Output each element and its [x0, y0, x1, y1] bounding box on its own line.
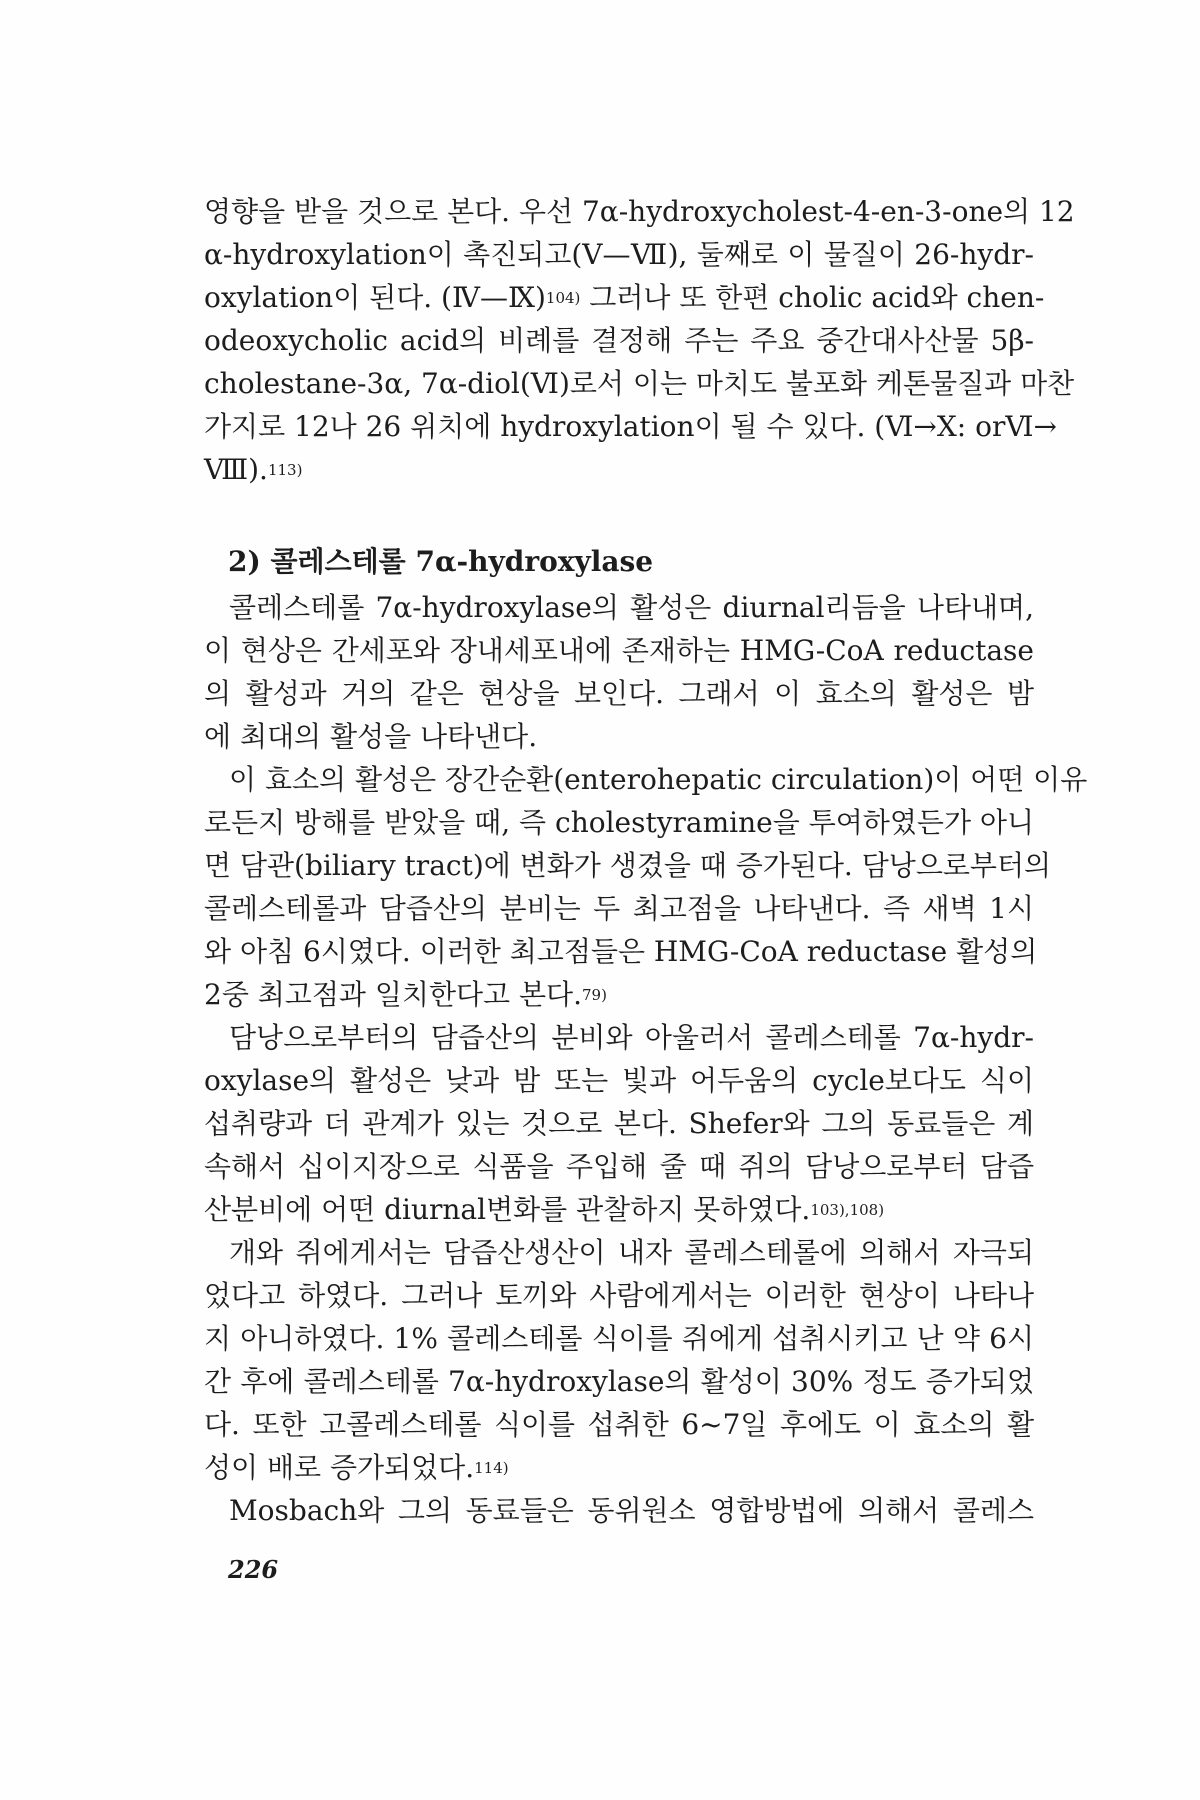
text-line: [204, 448, 1034, 491]
paragraph-3: [204, 758, 1088, 1016]
text-line: [204, 973, 1034, 1016]
text-segment: 그러나 또 한편 cholic acid와 chen-: [580, 281, 1045, 314]
text-line: cholestane-3α, 7α-diol(Ⅵ)로서 이는 마치도 불포화 케톤물질과 마찬: [204, 367, 1075, 400]
text-line: 었다고 하였다. 그러나 토끼와 사람에게서는 이러한 현상이 나타나: [204, 1279, 1034, 1312]
text-line: 에 최대의 활성을 나타낸다.: [204, 720, 538, 753]
text-line: 속해서 십이지장으로 식품을 주입해 줄 때 쥐의 담낭으로부터 담즙: [204, 1150, 1034, 1183]
page-number: 226: [228, 1555, 279, 1584]
text-line: Mosbach와 그의 동료들은 동위원소 영합방법에 의해서 콜레스: [229, 1494, 1034, 1527]
section-heading: 2) 콜레스테롤 7α-hydroxylase: [228, 545, 654, 578]
text-line: odeoxycholic acid의 비례를 결정해 주는 주요 중간대사산물 5β-: [204, 324, 1034, 357]
text-segment: 2중 최고점과 일치한다고 본다.: [204, 978, 582, 1011]
text-line: [204, 1188, 1034, 1231]
paragraph-5: [204, 1231, 1034, 1489]
paragraph-6: [204, 1489, 1034, 1532]
text-segment: 산분비에 어떤 diurnal변화를 관찰하지 못하였다.: [204, 1193, 811, 1226]
citation: 103),108): [810, 1201, 885, 1219]
text-line: 의 활성과 거의 같은 현상을 보인다. 그래서 이 효소의 활성은 밤: [204, 677, 1034, 710]
text-line: 로든지 방해를 받았을 때, 즉 cholestyramine을 투여하였든가 아니: [204, 806, 1034, 839]
citation: 114): [474, 1459, 509, 1477]
text-line: 가지로 12나 26 위치에 hydroxylation이 될 수 있다. (Ⅵ→X: orⅥ→: [204, 410, 1057, 443]
paragraph-2: [204, 586, 1034, 758]
citation: 79): [582, 986, 607, 1004]
text-segment: oxylation이 된다. (Ⅳ—Ⅸ): [204, 281, 546, 314]
text-line: 다. 또한 고콜레스테롤 식이를 섭취한 6~7일 후에도 이 효소의 활: [204, 1408, 1034, 1441]
text-line: oxylase의 활성은 낮과 밤 또는 빛과 어두움의 cycle보다도 식이: [204, 1064, 1034, 1097]
text-line: [204, 276, 1045, 319]
paragraph-1: [204, 190, 1075, 491]
text-line: 이 현상은 간세포와 장내세포내에 존재하는 HMG-CoA reductase: [204, 634, 1034, 667]
text-line: 담낭으로부터의 담즙산의 분비와 아울러서 콜레스테롤 7α-hydr-: [229, 1021, 1034, 1054]
text-line: 섭취량과 더 관계가 있는 것으로 본다. Shefer와 그의 동료들은 계: [204, 1107, 1034, 1140]
text-line: 이 효소의 활성은 장간순환(enterohepatic circulation)이 어떤 이유: [229, 763, 1088, 796]
citation: 113): [267, 461, 303, 479]
text-line: 개와 쥐에게서는 담즙산생산이 내자 콜레스테롤에 의해서 자극되: [229, 1236, 1034, 1269]
text-line: 영향을 받을 것으로 본다. 우선 7α-hydroxycholest-4-en-3-one의 12: [204, 195, 1075, 228]
text-line: 콜레스테롤과 담즙산의 분비는 두 최고점을 나타낸다. 즉 새벽 1시: [204, 892, 1034, 925]
text-line: 지 아니하였다. 1% 콜레스테롤 식이를 쥐에게 섭취시키고 난 약 6시: [204, 1322, 1034, 1355]
text-line: [204, 1446, 1034, 1489]
text-line: α-hydroxylation이 촉진되고(V—Ⅶ), 둘째로 이 물질이 26-hydr-: [204, 238, 1034, 271]
text-line: 콜레스테롤 7α-hydroxylase의 활성은 diurnal리듬을 나타내며,: [229, 591, 1034, 624]
text-line: 간 후에 콜레스테롤 7α-hydroxylase의 활성이 30% 정도 증가되었: [204, 1365, 1034, 1398]
text-segment: 성이 배로 증가되었다.: [204, 1451, 475, 1484]
citation: 104): [545, 289, 581, 307]
text-line: 면 담관(biliary tract)에 변화가 생겼을 때 증가된다. 담낭으로부터의: [204, 849, 1052, 882]
text-segment: Ⅷ).: [204, 453, 268, 486]
paragraph-4: [204, 1016, 1034, 1231]
text-line: 와 아침 6시였다. 이러한 최고점들은 HMG-CoA reductase 활성의: [204, 935, 1038, 968]
